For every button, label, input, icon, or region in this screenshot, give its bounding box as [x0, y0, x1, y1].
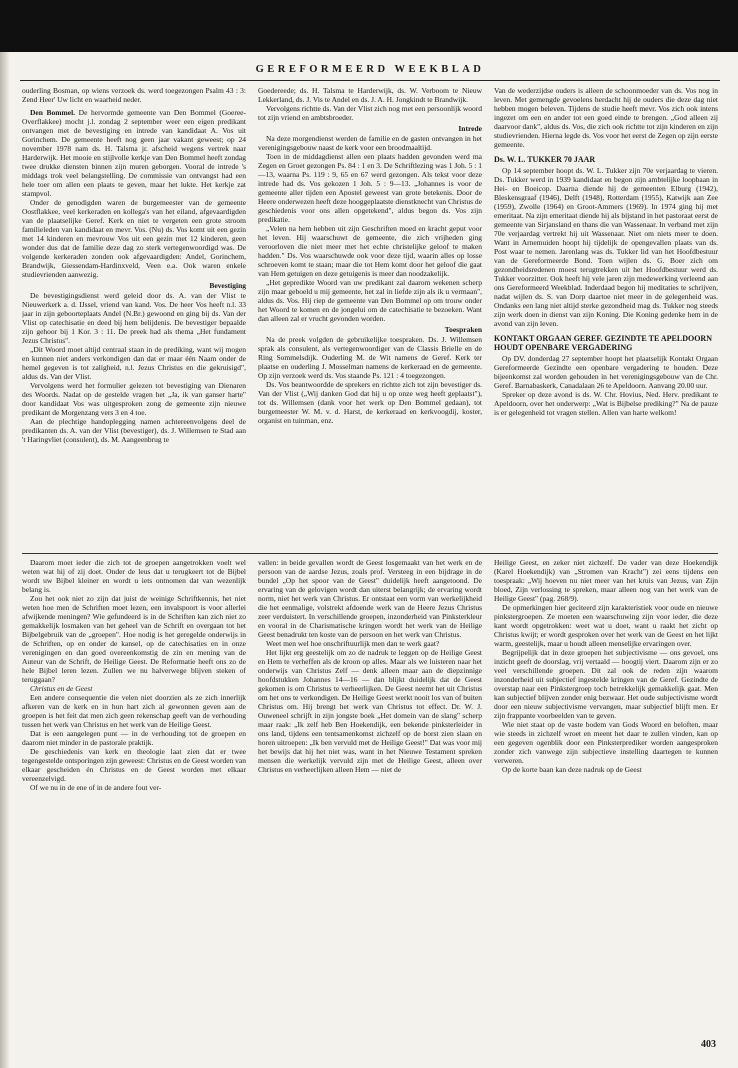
top-column-2: [258, 86, 482, 554]
paragraph-text: De hervormde gemeente van Den Bommel (Goeree-Overflakkee) mocht j.l. zondag 2 september weer een eigen predikant ontvangen met de bevestiging en intrede van kandidaat A. Vos uit Gorinchem. De gemeente heeft nog geen jaar vakant geweest; op 24 november 1978 nam ds. H. Talsma jr. afscheid wegens vertrek naar Harderwijk. Het mooie en stijlvolle kerkje van Den Bommel heeft zondag twee drukke diensten binnen zijn muren geborgen. Vooral de intrede 's middags trok veel belangstelling. De commissie van ontvangst had een hele toer om allen een plaats te geven, maar het lukte. Het kerkje zat stampvol.: [22, 108, 246, 198]
paragraph: Vervolgens werd het formulier gelezen tot bevestiging van Dienaren des Woords. Nadat op de gestelde vragen het „Ja, ik van ganser harte" door kandidaat Vos was uitgesproken zong de gemeente zijn nieuwe predikant de Morgenzang vers 3 en 4 toe.: [22, 381, 246, 417]
scan-top-border: [0, 0, 738, 52]
paragraph: Spreker op deze avond is ds. W. Chr. Hovius, Ned. Herv. predikant te Apeldoorn, over het onderwerp: „Wat is Bijbelse prediking?" Na de pauze is er gelegenheid tot vragen stellen. Allen van harte welkom!: [494, 390, 718, 417]
top-columns: [22, 86, 718, 554]
paragraph: De opmerkingen hier geciteerd zijn karakteristiek voor oude en nieuwe pinkstergroepen. Ze moeten een waarschuwing zijn voor ieder, die deze kant wordt opgetrokken: weet wat u doet, want u raakt het zicht op Christus kwijt; er wordt gesproken over het werk van de Geest en het lijkt warm, geestelijk, maar u houdt alleen menselijke ervaringen over.: [494, 603, 718, 648]
bottom-column-1: [22, 558, 246, 1038]
paragraph: Daarom moet ieder die zich tot de groepen aangetrokken voelt wel weten wat hij of zij doet. Onder de leus dat u terugkeert tot de Bijbel wordt uw Bijbel kleiner en wordt u iets ontnomen dat van wezenlijk belang is.: [22, 558, 246, 594]
paragraph: Aan de plechtige handoplegging namen achtereenvolgens deel de predikanten ds. A. van der Vlist (bevestiger), ds. J. Willemsen te Stad aan 't Haringvliet (consulent), ds. M. Aangeenbrug te: [22, 417, 246, 444]
paragraph: Dat is een aangelegen punt — in de verhouding tot de groepen en daarom niet minder in de pastorale praktijk.: [22, 729, 246, 747]
paragraph: Wie niet staat op de vaste bodem van Gods Woord en beloften, maar wie steeds in zichzelf wroet en meent het daar te zullen vinden, kan op een gegeven ogenblik door een Pinksterprediker worden aangesproken zonder zich vanwege zijn subjectieve instelling daartegen te kunnen verweren.: [494, 720, 718, 765]
masthead: GEREFORMEERD WEEKBLAD: [255, 64, 485, 75]
paragraph: Na de preek volgden de gebruikelijke toespraken. Ds. J. Willemsen sprak als consulent, als vertegenwoordiger van de Classis Brielle en de Ring Sommelsdijk. Ouderling M. de Wit namens de Geref. Kerk ter plaatse en ouderling J. Mosselman namens de kerkeraad en de gemeente. Op zijn verzoek werd ds. Vos staande Ps. 121 : 4 toegezongen.: [258, 335, 482, 380]
bottom-column-2: [258, 558, 482, 1038]
paragraph: De geschiedenis van kerk en theologie laat zien dat er twee tegengestelde ontsporingen zijn geweest: Christus en de Geest worden van elkaar gescheiden én Christus en de Geest worden met elkaar vereenzelvigd.: [22, 747, 246, 783]
paragraph: Heilige Geest, en zeker niet zichzelf. De vader van deze Hoekendijk (Karel Hoekendijk) van „Stromen van Kracht") zei eens tijdens een toespraak: „Wij hoeven nu niet meer van het kruis van Jezus, van Zijn bloed, Zijn verlossing te spreken, maar alleen nog van het werk van de Heilige Geest" (pag. 268/9).: [494, 558, 718, 603]
paragraph: Op 14 september hoopt ds. W. L. Tukker zijn 70e verjaardag te vieren. Ds. Tukker werd in 1939 kandidaat en begon zijn ambtelijke loopbaan in Hei- en Boeicop. Daarna diende hij de gemeenten Elburg (1942), Bleskensgraaf (1946), Delft (1948), Rotterdam (1955), Katwijk aan Zee (1959), Zwolle (1964) en Groot-Ammers (1969). In 1974 ging hij met emeritaat. Na zijn emeritaat diende hij als bijstand in het pastoraat eerst de gemeente van Sirjansland en thans die van Wassenaar. In verband met zijn 70e verjaardag vertrekt hij uit Wassenaar. Niet om niets meer te doen. Want in Arnemuiden hoopt hij tijdelijk de opengevallen plaats van ds. Post waar te nemen. Jarenlang was ds. Tukker lid van het Hoofdbestuur van de Gereformeerde Bond. Toen wijlen ds. G. Boer zich om gezondheidsredenen moest terugtrekken uit het Hoofdbestuur werd ds. Tukker voorzitter. Ook heeft hij vele jaren zijn medewerking verleend aan ons Gereformeerd Weekblad. Inderdaad begon hij meditaties te schrijven, nadat wijlen ds. S. van Dorp daartoe niet meer in de gelegenheid was. Ondanks een lang niet altijd sterke gezondheid mag ds. Tukker nog steeds zijn werk doen in dienst van zijn Koning. Die Koning gedenke hem in de avond van zijn leven.: [494, 166, 718, 328]
paragraph: Vervolgens richtte ds. Van der Vlist zich nog met een persoonlijk woord tot zijn vriend en ambtsbroeder.: [258, 104, 482, 122]
paragraph: Op DV. donderdag 27 september hoopt het plaatselijk Kontakt Orgaan Gereformeerde Gezindte een openbare vergadering te houden. Deze bijeenkomst zal worden gehouden in het verenigingsgebouw van de Chr. Geref. Barnabaskerk, Canadalaan 26 te Apeldoorn. Aanvang 20.00 uur.: [494, 354, 718, 390]
paragraph: „Dit Woord moet altijd centraal staan in de prediking, want wij mogen en kunnen niet anders verkondigen dan dat er maar één Naam onder de hemel gegeven is tot zaligheid, n.l. Jezus Christus en die gekruisigd", aldus ds. Van der Vlist.: [22, 345, 246, 381]
section-divider: [22, 553, 718, 554]
paragraph: „Velen na hem hebben uit zijn Geschriften moed en kracht geput voor het leven. Hij waarschuwt de gemeente, die zich vrijheden ging veroorloven die niet meer met het echte christelijke geloof te maken hadden." Ds. Vos waarschuwde ook voor deze tijd, waarin alles op losse schroeven komt te staan; maar die tot Hem komt door het geloof die gaat van Hem getuigen en deze getuigenis is meer dan noodzakelijk.: [258, 224, 482, 278]
section-heading-tukker: Ds. W. L. TUKKER 70 JAAR: [494, 155, 596, 164]
paragraph: Ds. Vos beantwoordde de sprekers en richtte zich tot zijn bevestiger ds. Van der Vlist („Wij danken God dat hij u op onze weg heeft geplaatst"), tot ds. Willemsen (dank voor het werk op Den Bommel gedaan), tot burgemeester W. M. v. d. Harst, de kerkeraad en kerkvoogdij, koster, organist en tuinman, enz.: [258, 380, 482, 425]
paragraph: ouderling Bosman, op wiens verzoek ds. werd toegezongen Psalm 43 : 3: Zend Heer' Uw licht en waarheid neder.: [22, 86, 246, 104]
paragraph: Van de wederzijdse ouders is alleen de schoonmoeder van ds. Vos nog in leven. Met gemengde gevoelens herdacht hij de ouders die deze dag niet hebben mogen beleven. Tijdens de studie heeft mevr. Vos zich ook intens ingezet om een en ander tot een goed einde te brengen. „God alleen zij daarvoor dank", aldus ds. Vos, die zich ook richtte tot zijn kinderen en zijn studievrienden. Hierna legde ds. Vos voor het eerst de Zegen op zijn eerste gemeente.: [494, 86, 718, 149]
paragraph: „Het gepredikte Woord van uw predikant zal daarom wekenen scherp zijn maar geboeld u mij gemeente, het zal in liefde zijn als ik u vermaan", aldus ds. Vos. Hij riep de gemeente van Den Bommel op om trouw onder het Woord te komen en de jongelui om de catechisatie te bezoeken. Want dan alleen zal er vrucht gevonden worden.: [258, 278, 482, 323]
paragraph: Begrijpelijk dat in deze groepen het subjectivisme — ons gevoel, ons inzicht geeft de doorslag, vrij vertaald — hoogtij viert. Daarom zijn er zo veel verschillende groepen. Dit zal ook de reden zijn waarom inzonderheid uit subjectief ingestelde kringen van de Geref. Gezindte de overstap naar een Pinkstergroep toch betrekkelijk gemakkelijk gaat. Men kan subjectief blijven zonder enig bezwaar. Het oude subjectivisme wordt door een nieuw subjectivisme vervangen, maar subjectief blijft men. Er zijn frappante voorbeelden van te geven.: [494, 648, 718, 720]
scan-binding-shadow: [0, 52, 10, 1068]
paragraph: Een andere consequentie die velen niet doorzien als ze zich innerlijk afkeren van de kerk en in hun hart zich al gewonnen geven aan de groepen is het feit dat men zich geen rekenschap geeft van de verhouding tussen het werk van Christus en het werk van de Heilige Geest.: [22, 693, 246, 729]
place-heading: Den Bommel.: [30, 108, 76, 117]
section-heading-kontakt-orgaan: KONTAKT ORGAAN GEREF. GEZINDTE TE APELDOORN HOUDT OPENBARE VERGADERING: [494, 334, 712, 352]
paragraph: Weet men wel hoe onschriftuurlijk men dan te werk gaat?: [266, 639, 440, 648]
paragraph-den-bommel: [22, 108, 246, 198]
bottom-columns: [22, 558, 718, 1038]
paragraph: Op de korte baan kan deze nadruk op de Geest: [502, 765, 642, 774]
paragraph: Het lijkt erg geestelijk om zo de nadruk te leggen op de Heilige Geest en Hem te verheffen als de kroon op alles. Maar als we luisteren naar het onderwijs van Christus Zelf — denk alleen maar aan de diepzinnige hoofdstukken Johannes 14—16 — dan blijkt duidelijk dat de Geest gekomen is om Christus te verheerlijken. De Geest neemt het uit Christus om het ons te verkondigen. De Heilige Geest werkt nooit los van of buiten Christus om. Hij brengt het werk van Christus tot effect. Dr. W. J. Ouweneel schrijft in zijn jongste boek „Het domein van de slang" scherp maar raak: „Ik zelf heb Ben Hoekendijk, een bekende pinksterleider in ons land, tijdens een tentsamenkomst zichzelf op de borst zien slaan en horen uitroepen: „Ik ben vervuld met de Heilige Geest!" Dat was voor mij het bewijs dat hij het niet was, want in het Nieuwe Testament spreken mensen die werkelijk vervuld zijn met de Heilige Geest, alleen over Christus en verheerlijken alleen Hem — niet de: [258, 648, 482, 774]
paragraph: De bevestigingsdienst werd geleid door ds. A. van der Vlist te Nieuwerkerk a. d. IJssel, vriend van kand. Vos. De heer Vos heeft n.l. 33 jaar in zijn geboorteplaats Andel (N.Br.) gewoond en ging bij ds. Van der Vlist op catechisatie en deed bij hem belijdenis. De bevestiger bepaalde zijn gehoor bij 1 Kor. 3 : 11. De preek had als thema „Het fundament Jezus Christus".: [22, 291, 246, 345]
subheading-bevestiging: Bevestiging: [209, 281, 246, 290]
subheading-toespraken: Toespraken: [444, 325, 482, 334]
masthead-rule: [20, 80, 720, 81]
bottom-column-3: [494, 558, 718, 1038]
paragraph: Na deze morgendienst werden de familie en de gasten ontvangen in het verenigingsgebouw naast de kerk voor een broodmaaltijd.: [258, 134, 482, 152]
paragraph: Of we nu in de ene of in de andere fout ver-: [30, 783, 162, 792]
paragraph: Zou het ook niet zo zijn dat juist de weinige Schriftkennis, het niet weten hoe men de Schriften moet lezen, een invalspoort is voor allerlei afwijkende meningen? Wie gefundeerd is in de Schriften kan zich niet zo gemakkelijk losmaken van het geheel van de Schrift en overgaan tot het Bijbelgebruik van de „groepen". Hoe nodig is het geregelde onderwijs in de Schriften, op en onder de kansel, op de catechisaties en in onze verenigingen en dan goed overeenkomstig de zin en mening van de Auteur van de Schrift, de Heilige Geest. De Reformatie heeft ons zo de hele Bijbel leren lezen. Zullen we nu halverwege blijven steken of teruggaan?: [22, 594, 246, 684]
top-column-1: [22, 86, 246, 554]
subheading-intrede: Intrede: [458, 124, 482, 133]
top-column-3: [494, 86, 718, 554]
paragraph: Toen in de middagdienst allen een plaats hadden gevonden werd ma Zegen en Groet gezongen Ps. 84 : 1 en 3. De Schriftlezing was 1 Joh. 5 : 1—13, waarna Ps. 119 : 9, 65 en 67 werd gezongen. Als tekst voor deze intrede had ds. Vos gekozen 1 Joh. 5 : 9—13. „Johannes is voor de gemeente aller tijden een Apostel geweest van grote betekenis. Door de Heere onderwezen heeft deze hooggeplaatste dienstknecht van Christus de geschiedenis voor ons allen opgetekend", aldus begon ds. Vos zijn predikatie.: [258, 152, 482, 224]
paragraph: vallen: in beide gevallen wordt de Geest losgemaakt van het werk en de persoon van de aardse Jezus, zoals prof. Versteeg in een bijdrage in de bundel „Op het spoor van de Geest" duidelijk heeft aangetoond. De ervaring van de gelovigen wordt dan uiterst belangrijk; de ervaring wordt norm, niet het werk van Christus. Er ontstaat een vorm van werkelijkheid die het eenmalige, volstrekt afdoende werk van de Heere Jezus Christus zeer verduistert. In verschillende groepen, inzonderheid van Pinksterkleur en vooral in de Charismatische kringen wordt het werk van de Heilige Geest benadrukt ten koste van de persoon en het werk van Christus.: [258, 558, 482, 639]
paragraph: Onder de genodigden waren de burgemeester van de gemeente Oostflakkee, veel kerkeraden en kollega's van het eiland, afgevaardigden van de plaatselijke Geref. Kerk en niet te vergeten een grote stroom familieleden van kandidaat en mevr. Vos. (Nu) ds. Vos komt uit een gezin met 14 kinderen en mevrouw Vos uit een gezin met 12 kinderen, geen wonder dus dat de familie deze dag zo sterk vertegenwoordigd was. De volgende kerkeraden zonden ook afgevaardigden: Andel, Gorinchem, Brandwijk, Giessendam-Hardinxveld, Veen e.a. Ook waren enkele studievrienden aanwezig.: [22, 198, 246, 279]
subheading-christus-en-de-geest: Christus en de Geest: [30, 684, 93, 693]
paragraph: Goedereede; ds. H. Talsma te Harderwijk, ds. W. Verboom te Nieuw Lekkerland, ds. J. Vis te Andel en ds. J. A. H. Jongkindt te Brandwijk.: [258, 86, 482, 104]
page-number: 403: [701, 1039, 716, 1050]
